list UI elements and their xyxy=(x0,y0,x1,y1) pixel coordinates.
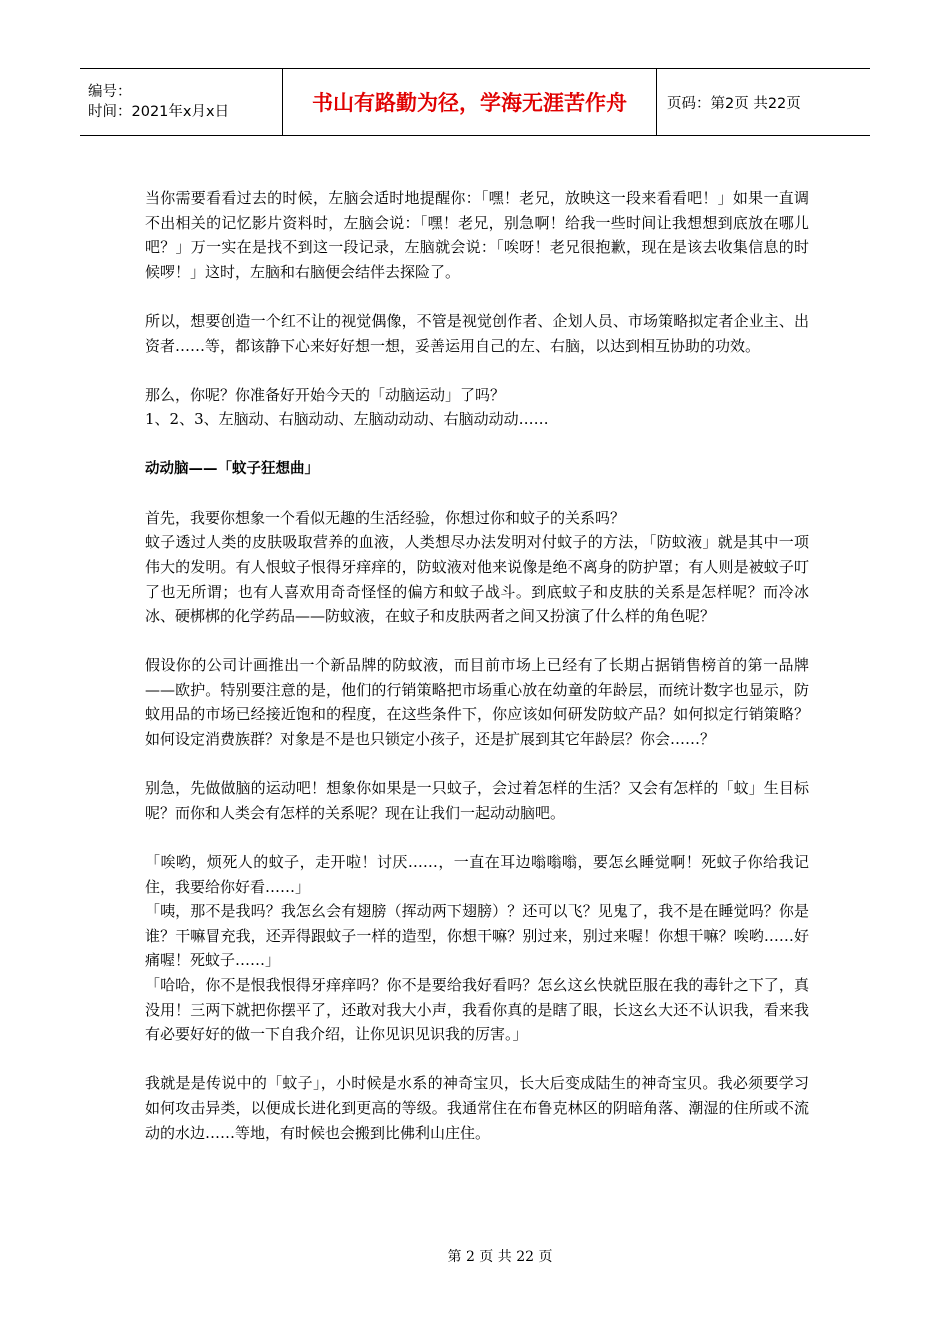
section-heading: 动动脑——「蚊子狂想曲」 xyxy=(145,460,319,477)
header-meta xyxy=(80,69,282,135)
paragraph: 「唉哟，烦死人的蚊子，走开啦！讨厌……，一直在耳边嗡嗡嗡，要怎幺睡觉啊！死蚊子你给我记住，我要给你好看……」 xyxy=(145,853,809,896)
paragraph: 首先，我要你想象一个看似无趣的生活经验，你想过你和蚊子的关系吗？ xyxy=(145,508,626,527)
paragraph: 所以，想要创造一个红不让的视觉偶像，不管是视觉创作者、企划人员、市场策略拟定者企业主、出资者……等，都该静下心来好好想一想，妥善运用自己的左、右脑，以达到相互协助的功效。 xyxy=(145,311,809,355)
paragraph: 蚊子透过人类的皮肤吸取营养的血液，人类想尽办法发明对付蚊子的方法，「防蚊液」就是其中一项伟大的发明。有人恨蚊子恨得牙痒痒的，防蚊液对他来说像是绝不离身的防护罩；有人则是被蚊子叮了也无所谓；也有人喜欢用奇奇怪怪的偏方和蚊子战斗。到底蚊子和皮肤的关系是怎样呢？而冷冰冰、硬梆梆的化学药品——防蚊液，在蚊子和皮肤两者之间又扮演了什么样的角色呢？ xyxy=(145,533,809,626)
page-header xyxy=(80,68,870,136)
paragraph: 假设你的公司计画推出一个新品牌的防蚊液，而目前市场上已经有了长期占据销售榜首的第一品牌——欧护。特别要注意的是，他们的行销策略把市场重心放在幼童的年龄层，而统计数字也显示，防蚊用品的市场已经接近饱和的程度，在这些条件下，你应该如何研发防蚊产品？如何拟定行销策略？如何设定消费族群？对象是不是也只锁定小孩子，还是扩展到其它年龄层？你会……？ xyxy=(145,656,809,749)
paragraph: 别急，先做做脑的运动吧！想象你如果是一只蚊子，会过着怎样的生活？又会有怎样的「蚊」生目标呢？而你和人类会有怎样的关系呢？现在让我们一起动动脑吧。 xyxy=(145,779,809,822)
paragraph: 我就是是传说中的「蚊子」，小时候是水系的神奇宝贝，长大后变成陆生的神奇宝贝。我必须要学习如何攻击异类，以便成长进化到更高的等级。我通常住在布鲁克林区的阴暗角落、潮湿的住所或不流动的水边……等地，有时候也会搬到比佛利山庄住。 xyxy=(145,1074,809,1142)
header-page-info: 页码：第2页 共22页 xyxy=(667,95,801,112)
document-body xyxy=(145,186,809,1145)
page-footer: 第 2 页 共 22 页 xyxy=(447,1249,553,1265)
paragraph: 当你需要看看过去的时候，左脑会适时地提醒你：「嘿！老兄，放映这一段来看看吧！」如果一直调不出相关的记忆影片资料时，左脑会说：「嘿！老兄，别急啊！给我一些时间让我想想到底放在哪儿吧？」万一实在是找不到这一段记录，左脑就会说：「唉呀！老兄很抱歉，现在是该去收集信息的时候啰！」这时，左脑和右脑便会结伴去探险了。 xyxy=(145,189,809,281)
header-motto: 书山有路勤为径，学海无涯苦作舟 xyxy=(282,69,657,135)
document-time-label: 时间：2021年x月x日 xyxy=(88,104,230,120)
paragraph: 「咦，那不是我吗？我怎幺会有翅膀（挥动两下翅膀）？还可以飞？见鬼了，我不是在睡觉吗？你是谁？干嘛冒充我，还弄得跟蚊子一样的造型，你想干嘛？别过来，别过来喔！你想干嘛？唉哟……好痛喔！死蚊子……」 xyxy=(145,902,809,970)
document-number-label: 编号： xyxy=(88,84,132,100)
paragraph: 1、2、3、左脑动、右脑动动、左脑动动动、右脑动动动…… xyxy=(145,410,549,429)
paragraph: 「哈哈，你不是恨我恨得牙痒痒吗？你不是要给我好看吗？怎幺这幺快就臣服在我的毒针之下了，真没用！三两下就把你摆平了，还敢对我大小声，我看你真的是瞎了眼，长这幺大还不认识我，看来我有必要好好的做一下自我介绍，让你见识见识我的厉害。」 xyxy=(145,976,809,1044)
paragraph: 那么，你呢？你准备好开始今天的「动脑运动」了吗？ xyxy=(145,385,506,404)
